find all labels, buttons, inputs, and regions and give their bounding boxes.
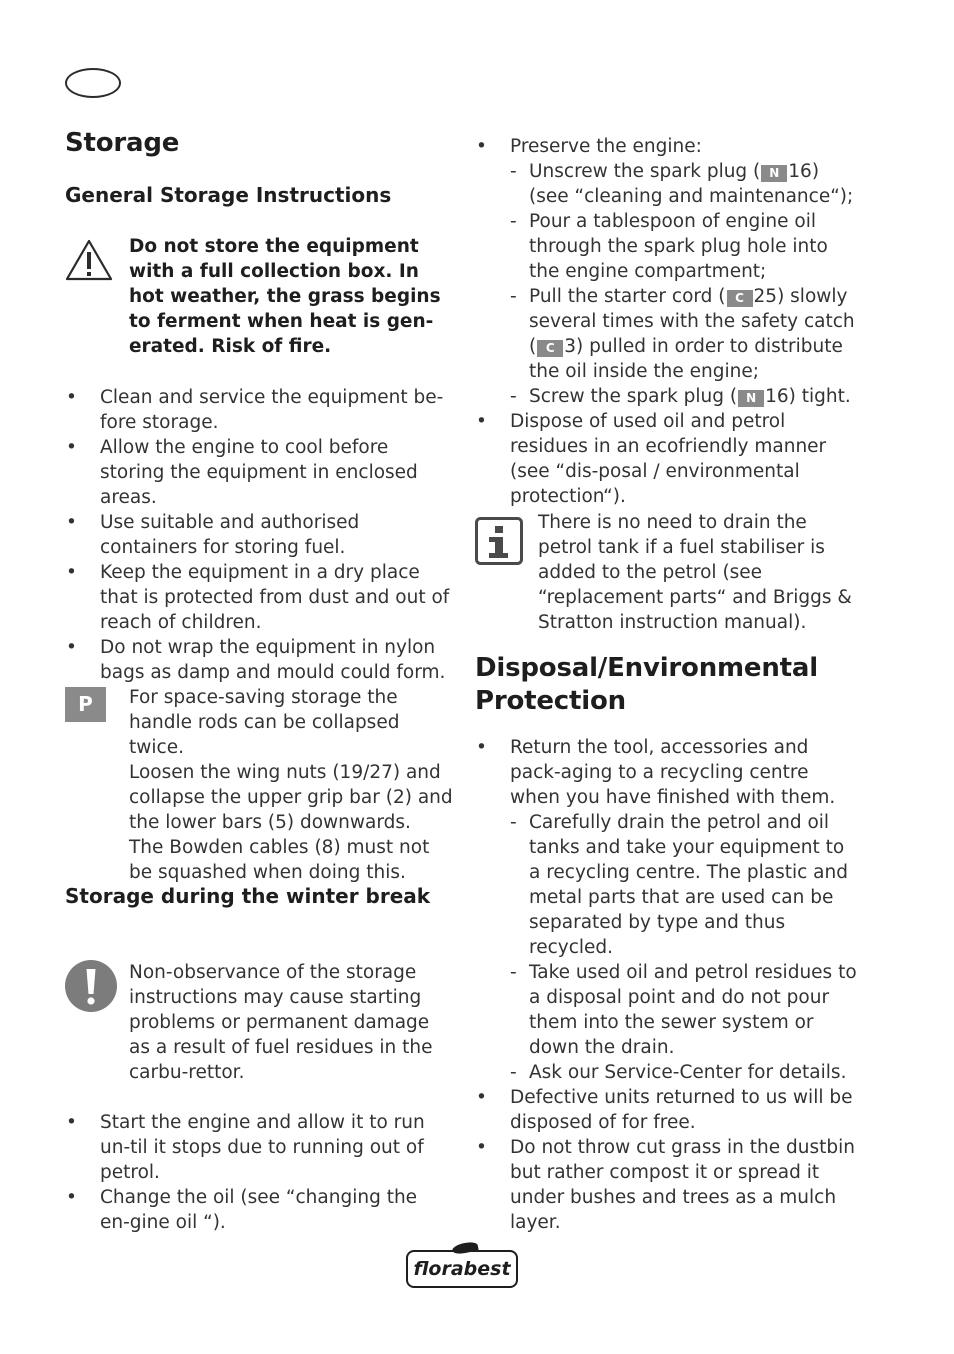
list-item: - Pour a tablespoon of engine oil through the spark plug hole into the engine compartment; [510, 209, 860, 284]
list-item: • Allow the engine to cool before storing the equipment in enclosed areas. [65, 435, 450, 510]
preserve-bullet-list [475, 134, 860, 509]
fire-warning-text: Do not store the equipment with a full collection box. In hot weather, the grass begins to ferment when heat is gen-erated. Risk of fire. [129, 236, 441, 357]
info-icon [475, 517, 523, 565]
list-item: • Dispose of used oil and petrol residues in an ecofriendly manner (see “dis-posal / environmental protection“). [475, 409, 860, 509]
step-text: 3) pulled in order to distribute the oil inside the engine; [529, 336, 843, 382]
info-text: There is no need to drain the petrol tank if a fuel stabiliser is added to the petrol (see “replacement parts“ and Briggs & Stratton instruction manual). [538, 512, 852, 633]
disposal-title-line: Protection [475, 686, 626, 716]
storage-bullet-list [65, 385, 450, 685]
disposal-bullet-list [475, 735, 860, 1235]
figure-c-badge: C [537, 340, 563, 357]
general-storage-title: General Storage Instructions [65, 183, 392, 207]
step-text: 16) tight. [765, 386, 851, 407]
step-text: Unscrew the spark plug ( [529, 161, 761, 182]
list-item [475, 735, 860, 1085]
step-text: 25) slowly several times with the safety catch ( [529, 286, 855, 357]
handle-fold-line: For space-saving storage the handle rods can be collapsed twice. [129, 687, 400, 758]
list-item [475, 134, 860, 409]
p-badge: P [65, 687, 106, 722]
storage-title: Storage [65, 128, 180, 158]
florabest-logo: florabest [406, 1250, 518, 1288]
list-item: • Change the oil (see “changing the en-gine oil “). [65, 1185, 450, 1235]
handle-fold-note [129, 685, 454, 885]
list-item [510, 284, 860, 384]
list-item: • Do not wrap the equipment in nylon bags as damp and mould could form. [65, 635, 450, 685]
step-text: Screw the spark plug ( [529, 386, 738, 407]
handle-fold-line: The Bowden cables (8) must not be squashed when doing this. [129, 837, 430, 883]
winter-bullet-list [65, 1110, 450, 1235]
disposal-title [475, 652, 818, 718]
handle-fold-line: Loosen the wing nuts (19/27) and collapse the upper grip bar (2) and the lower bars (5) downwards. [129, 762, 453, 833]
figure-n-badge: N [738, 390, 764, 407]
return-text: Return the tool, accessories and pack-aging to a recycling centre when you have finished with them. [510, 737, 836, 808]
step-text: 16) (see “cleaning and maintenance“); [529, 161, 854, 207]
list-item [510, 159, 860, 209]
list-item: - Ask our Service-Center for details. [510, 1060, 860, 1085]
disposal-title-line: Disposal/Environmental [475, 653, 818, 683]
language-oval-icon [65, 68, 121, 98]
warning-triangle-icon [64, 238, 114, 282]
list-item: • Use suitable and authorised containers for storing fuel. [65, 510, 450, 560]
list-item [510, 384, 860, 409]
figure-c-badge: C [727, 290, 753, 307]
disposal-steps [510, 810, 860, 1085]
preserve-steps [510, 159, 860, 409]
list-item: - Take used oil and petrol residues to a disposal point and do not pour them into the sewer system or down the drain. [510, 960, 860, 1060]
list-item: • Defective units returned to us will be disposed of for free. [475, 1085, 860, 1135]
caution-text: Non-observance of the storage instructions may cause starting problems or permanent damage as a result of fuel residues in the carbu-rettor. [129, 962, 433, 1083]
list-item: • Do not throw cut grass in the dustbin but rather compost it or spread it under bushes and trees as a mulch layer. [475, 1135, 860, 1235]
winter-storage-title: Storage during the winter break [65, 884, 431, 908]
list-item: - Carefully drain the petrol and oil tanks and take your equipment to a recycling centre. The plastic and metal parts that are used can be separated by type and thus recycled. [510, 810, 860, 960]
figure-n-badge: N [761, 165, 787, 182]
preserve-label: Preserve the engine: [510, 136, 702, 157]
exclamation-circle-icon [65, 960, 117, 1012]
list-item: • Clean and service the equipment be-fore storage. [65, 385, 450, 435]
list-item: • Keep the equipment in a dry place that is protected from dust and out of reach of children. [65, 560, 450, 635]
step-text: Pull the starter cord ( [529, 286, 726, 307]
list-item: • Start the engine and allow it to run un-til it stops due to running out of petrol. [65, 1110, 450, 1185]
